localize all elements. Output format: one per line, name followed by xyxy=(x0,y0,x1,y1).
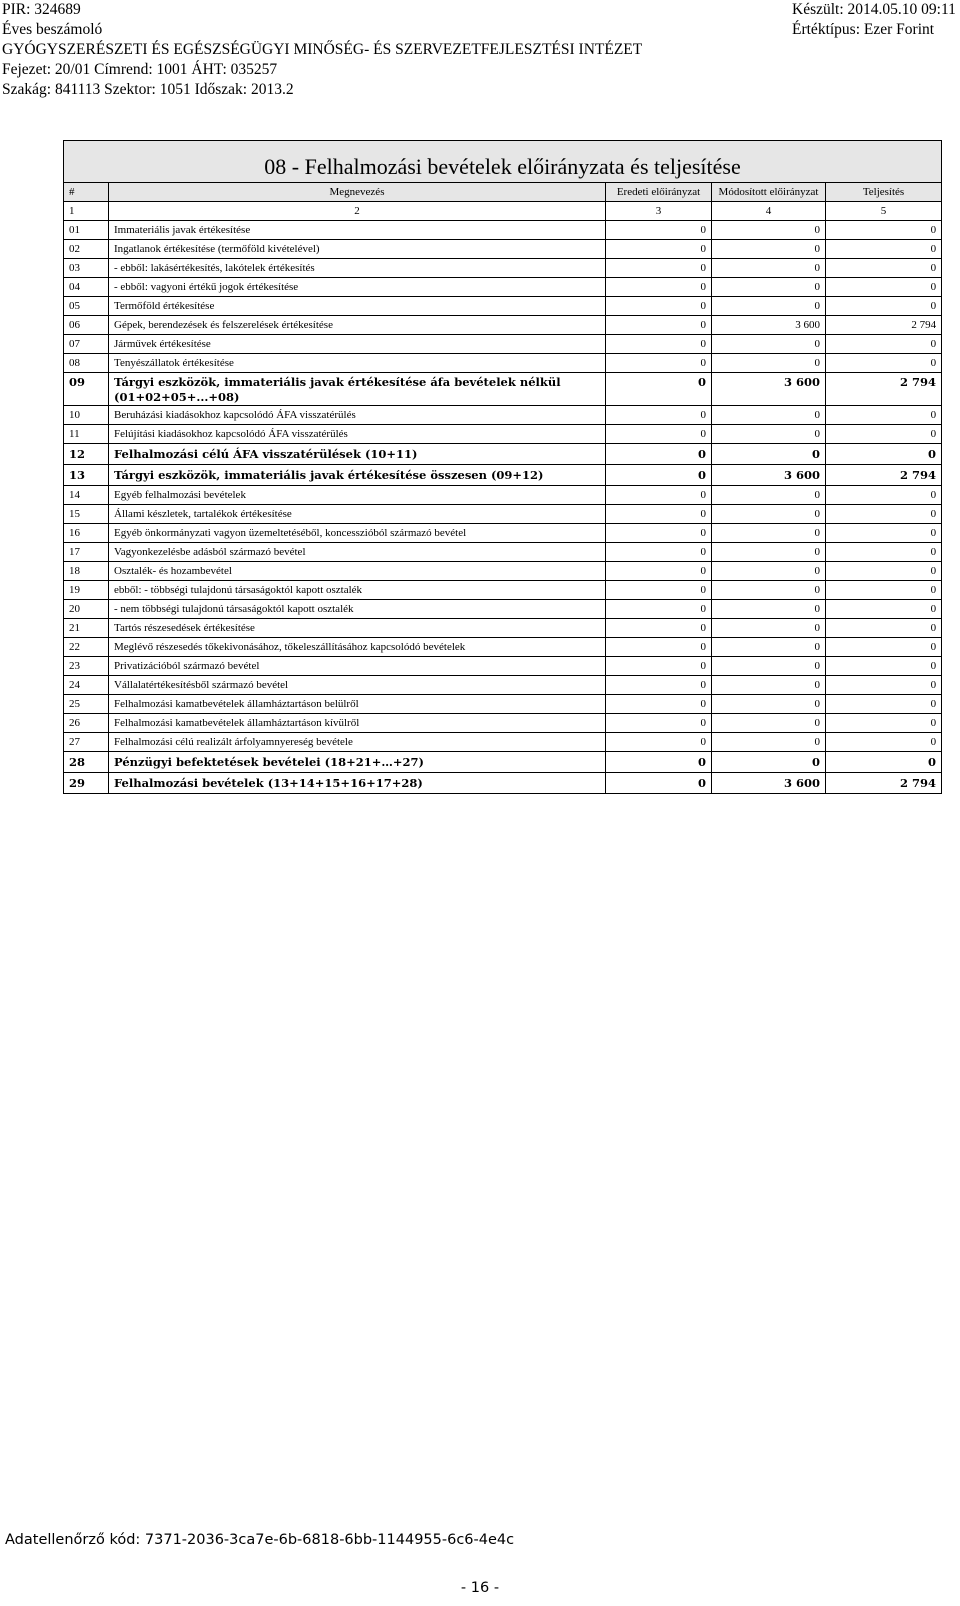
row-id: 21 xyxy=(64,619,109,638)
table-row xyxy=(64,562,942,581)
row-id: 10 xyxy=(64,406,109,425)
table-row xyxy=(64,297,942,316)
row-label: Vállalatértékesítésből származó bevétel xyxy=(109,676,606,695)
row-actual: 2 794 xyxy=(826,316,942,335)
row-id: 06 xyxy=(64,316,109,335)
institution-line: GYÓGYSZERÉSZETI ÉS EGÉSZSÉGÜGYI MINŐSÉG- ÉS SZERVEZETFEJLESZTÉSI INTÉZET xyxy=(2,41,643,58)
table-row xyxy=(64,316,942,335)
row-label: Vagyonkezelésbe adásból származó bevétel xyxy=(109,543,606,562)
row-label: - nem többségi tulajdonú társaságoktól kapott osztalék xyxy=(109,600,606,619)
row-modified: 0 xyxy=(712,524,826,543)
row-original: 0 xyxy=(606,600,712,619)
row-label: - ebből: lakásértékesítés, lakótelek értékesítés xyxy=(109,259,606,278)
row-actual: 0 xyxy=(826,278,942,297)
row-original: 0 xyxy=(606,543,712,562)
row-actual: 0 xyxy=(826,240,942,259)
row-modified: 0 xyxy=(712,505,826,524)
table-row xyxy=(64,524,942,543)
column-header-row xyxy=(64,183,942,202)
report-type-line: Éves beszámoló xyxy=(2,21,103,38)
row-actual: 0 xyxy=(826,733,942,752)
row-id: 27 xyxy=(64,733,109,752)
row-label: Felhalmozási célú realizált árfolyamnyereség bevétele xyxy=(109,733,606,752)
row-id: 26 xyxy=(64,714,109,733)
row-actual: 2 794 xyxy=(826,773,942,794)
row-id: 16 xyxy=(64,524,109,543)
table-title: 08 - Felhalmozási bevételek előirányzata és teljesítése xyxy=(264,153,741,179)
row-modified: 0 xyxy=(712,619,826,638)
row-actual: 0 xyxy=(826,335,942,354)
value-type-line: Értéktípus: Ezer Forint xyxy=(792,21,935,38)
row-label: Felhalmozási kamatbevételek államháztartáson kívülről xyxy=(109,714,606,733)
row-original: 0 xyxy=(606,581,712,600)
row-modified: 0 xyxy=(712,486,826,505)
created-line: Készült: 2014.05.10 09:11 xyxy=(792,1,956,18)
col-header-original: Eredeti előirányzat xyxy=(606,183,712,202)
row-original: 0 xyxy=(606,562,712,581)
row-modified: 0 xyxy=(712,562,826,581)
row-original: 0 xyxy=(606,373,712,406)
table-row xyxy=(64,638,942,657)
col-number-3: 3 xyxy=(606,202,712,221)
row-label: Ingatlanok értékesítése (termőföld kivételével) xyxy=(109,240,606,259)
sector-line: Szakág: 841113 Szektor: 1051 Időszak: 2013.2 xyxy=(2,81,294,98)
row-original: 0 xyxy=(606,714,712,733)
col-number-5: 5 xyxy=(826,202,942,221)
table-row xyxy=(64,752,942,773)
row-actual: 0 xyxy=(826,676,942,695)
row-label: Immateriális javak értékesítése xyxy=(109,221,606,240)
row-id: 09 xyxy=(64,373,109,406)
row-original: 0 xyxy=(606,240,712,259)
row-modified: 0 xyxy=(712,638,826,657)
table-row xyxy=(64,240,942,259)
row-id: 28 xyxy=(64,752,109,773)
row-actual: 0 xyxy=(826,524,942,543)
row-modified: 0 xyxy=(712,221,826,240)
row-modified: 0 xyxy=(712,240,826,259)
table-row xyxy=(64,543,942,562)
row-actual: 0 xyxy=(826,406,942,425)
row-original: 0 xyxy=(606,221,712,240)
table-row xyxy=(64,600,942,619)
row-label: Osztalék- és hozambevétel xyxy=(109,562,606,581)
row-id: 23 xyxy=(64,657,109,676)
row-original: 0 xyxy=(606,733,712,752)
row-label: Állami készletek, tartalékok értékesítése xyxy=(109,505,606,524)
row-original: 0 xyxy=(606,465,712,486)
row-label: Felhalmozási kamatbevételek államháztartáson belülről xyxy=(109,695,606,714)
row-modified: 0 xyxy=(712,657,826,676)
row-actual: 2 794 xyxy=(826,373,942,406)
row-actual: 0 xyxy=(826,752,942,773)
col-header-name: Megnevezés xyxy=(109,183,606,202)
table-row xyxy=(64,676,942,695)
row-original: 0 xyxy=(606,406,712,425)
row-label: Egyéb felhalmozási bevételek xyxy=(109,486,606,505)
row-label: ebből: - többségi tulajdonú társaságoktól kapott osztalék xyxy=(109,581,606,600)
row-id: 18 xyxy=(64,562,109,581)
row-actual: 0 xyxy=(826,486,942,505)
row-modified: 0 xyxy=(712,733,826,752)
row-actual: 0 xyxy=(826,581,942,600)
row-original: 0 xyxy=(606,619,712,638)
row-modified: 0 xyxy=(712,444,826,465)
row-label: Beruházási kiadásokhoz kapcsolódó ÁFA visszatérülés xyxy=(109,406,606,425)
report-header-left xyxy=(2,0,642,100)
row-label: Járművek értékesítése xyxy=(109,335,606,354)
row-id: 17 xyxy=(64,543,109,562)
row-actual: 0 xyxy=(826,505,942,524)
row-label: Tenyészállatok értékesítése xyxy=(109,354,606,373)
row-modified: 0 xyxy=(712,695,826,714)
table-row xyxy=(64,619,942,638)
row-modified: 0 xyxy=(712,335,826,354)
row-actual: 0 xyxy=(826,444,942,465)
row-id: 12 xyxy=(64,444,109,465)
row-id: 07 xyxy=(64,335,109,354)
table-row xyxy=(64,695,942,714)
table-row xyxy=(64,486,942,505)
row-original: 0 xyxy=(606,297,712,316)
pir-line: PIR: 324689 xyxy=(2,1,81,18)
row-id: 11 xyxy=(64,425,109,444)
row-original: 0 xyxy=(606,752,712,773)
table-row xyxy=(64,733,942,752)
row-modified: 0 xyxy=(712,752,826,773)
col-header-modified: Módosított előirányzat xyxy=(712,183,826,202)
row-label: Tárgyi eszközök, immateriális javak értékesítése összesen (09+12) xyxy=(109,465,606,486)
row-modified: 0 xyxy=(712,278,826,297)
validation-code: Adatellenőrző kód: 7371-2036-3ca7e-6b-6818-6bb-1144955-6c6-4e4c xyxy=(5,1532,515,1548)
row-original: 0 xyxy=(606,278,712,297)
row-id: 19 xyxy=(64,581,109,600)
table-row xyxy=(64,773,942,794)
row-actual: 0 xyxy=(826,562,942,581)
row-id: 22 xyxy=(64,638,109,657)
table-title-cell xyxy=(64,141,942,183)
row-actual: 0 xyxy=(826,425,942,444)
row-actual: 0 xyxy=(826,543,942,562)
row-original: 0 xyxy=(606,425,712,444)
row-label: Termőföld értékesítése xyxy=(109,297,606,316)
row-label: Egyéb önkormányzati vagyon üzemeltetéséből, koncesszióból származó bevétel xyxy=(109,524,606,543)
row-original: 0 xyxy=(606,524,712,543)
page-number: - 16 - xyxy=(460,1580,500,1596)
table-row xyxy=(64,714,942,733)
column-number-row xyxy=(64,202,942,221)
table-row xyxy=(64,444,942,465)
row-id: 03 xyxy=(64,259,109,278)
table-row xyxy=(64,505,942,524)
row-id: 15 xyxy=(64,505,109,524)
row-id: 13 xyxy=(64,465,109,486)
col-number-1: 1 xyxy=(64,202,109,221)
row-original: 0 xyxy=(606,354,712,373)
table-row xyxy=(64,335,942,354)
row-label: Felhalmozási célú ÁFA visszatérülések (10+11) xyxy=(109,444,606,465)
row-original: 0 xyxy=(606,444,712,465)
row-id: 25 xyxy=(64,695,109,714)
revenue-table xyxy=(63,140,942,794)
table-row xyxy=(64,278,942,297)
row-modified: 0 xyxy=(712,297,826,316)
row-id: 20 xyxy=(64,600,109,619)
table-row xyxy=(64,657,942,676)
row-actual: 0 xyxy=(826,221,942,240)
row-id: 24 xyxy=(64,676,109,695)
row-modified: 3 600 xyxy=(712,773,826,794)
row-actual: 0 xyxy=(826,600,942,619)
row-original: 0 xyxy=(606,335,712,354)
row-original: 0 xyxy=(606,259,712,278)
col-number-2: 2 xyxy=(109,202,606,221)
table-row xyxy=(64,354,942,373)
row-actual: 0 xyxy=(826,714,942,733)
col-header-id: # xyxy=(64,183,109,202)
chapter-line: Fejezet: 20/01 Címrend: 1001 ÁHT: 035257 xyxy=(2,61,278,78)
table-row xyxy=(64,581,942,600)
row-modified: 0 xyxy=(712,406,826,425)
row-id: 01 xyxy=(64,221,109,240)
table-row xyxy=(64,373,942,406)
table-row xyxy=(64,221,942,240)
row-actual: 0 xyxy=(826,259,942,278)
row-id: 29 xyxy=(64,773,109,794)
row-id: 08 xyxy=(64,354,109,373)
row-id: 14 xyxy=(64,486,109,505)
row-original: 0 xyxy=(606,486,712,505)
row-modified: 0 xyxy=(712,600,826,619)
row-actual: 0 xyxy=(826,619,942,638)
row-actual: 0 xyxy=(826,657,942,676)
row-modified: 3 600 xyxy=(712,465,826,486)
row-id: 04 xyxy=(64,278,109,297)
row-original: 0 xyxy=(606,773,712,794)
row-id: 05 xyxy=(64,297,109,316)
table-row xyxy=(64,406,942,425)
row-actual: 0 xyxy=(826,638,942,657)
row-label: Privatizációból származó bevétel xyxy=(109,657,606,676)
row-modified: 0 xyxy=(712,425,826,444)
row-modified: 0 xyxy=(712,581,826,600)
col-number-4: 4 xyxy=(712,202,826,221)
col-header-actual: Teljesítés xyxy=(826,183,942,202)
row-id: 02 xyxy=(64,240,109,259)
table-row xyxy=(64,259,942,278)
row-modified: 0 xyxy=(712,714,826,733)
row-actual: 2 794 xyxy=(826,465,942,486)
table-row xyxy=(64,465,942,486)
row-modified: 0 xyxy=(712,543,826,562)
row-original: 0 xyxy=(606,657,712,676)
row-label: Tartós részesedések értékesítése xyxy=(109,619,606,638)
row-actual: 0 xyxy=(826,297,942,316)
row-modified: 3 600 xyxy=(712,373,826,406)
row-label: Gépek, berendezések és felszerelések értékesítése xyxy=(109,316,606,335)
row-label: Felhalmozási bevételek (13+14+15+16+17+28) xyxy=(109,773,606,794)
row-modified: 0 xyxy=(712,676,826,695)
row-original: 0 xyxy=(606,638,712,657)
row-original: 0 xyxy=(606,676,712,695)
row-label: Meglévő részesedés tőkekivonásához, tőkeleszállításához kapcsolódó bevételek xyxy=(109,638,606,657)
row-actual: 0 xyxy=(826,695,942,714)
row-original: 0 xyxy=(606,505,712,524)
row-modified: 3 600 xyxy=(712,316,826,335)
table-row xyxy=(64,425,942,444)
row-label: Pénzügyi befektetések bevételei (18+21+…+27) xyxy=(109,752,606,773)
row-label: Felújítási kiadásokhoz kapcsolódó ÁFA visszatérülés xyxy=(109,425,606,444)
row-original: 0 xyxy=(606,695,712,714)
row-label: Tárgyi eszközök, immateriális javak értékesítése áfa bevételek nélkül (01+02+05+...+08) xyxy=(109,373,606,406)
row-modified: 0 xyxy=(712,354,826,373)
row-original: 0 xyxy=(606,316,712,335)
row-actual: 0 xyxy=(826,354,942,373)
row-label: - ebből: vagyoni értékű jogok értékesítése xyxy=(109,278,606,297)
report-header-right xyxy=(792,0,956,40)
row-modified: 0 xyxy=(712,259,826,278)
